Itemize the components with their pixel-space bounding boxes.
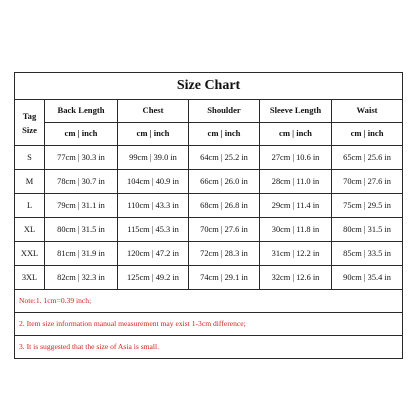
table-row	[15, 242, 403, 266]
unit-label: cm | inch	[260, 123, 332, 146]
tag-size-header	[15, 100, 45, 146]
unit-label: cm | inch	[189, 123, 260, 146]
note-text: 2. Item size information manual measurement may exist 1-3cm difference;	[15, 313, 403, 336]
tag-label: Tag	[22, 110, 37, 121]
table-cell: 66cm | 26.0 in	[189, 170, 260, 194]
table-row	[15, 146, 403, 170]
note-row	[15, 336, 403, 359]
column-header-chest: Chest	[118, 100, 189, 123]
table-cell: 31cm | 12.2 in	[260, 242, 332, 266]
table-cell: 70cm | 27.6 in	[189, 218, 260, 242]
table-cell: 104cm | 40.9 in	[118, 170, 189, 194]
size-tag: 3XL	[15, 266, 45, 290]
unit-label: cm | inch	[45, 123, 118, 146]
table-cell: 75cm | 29.5 in	[332, 194, 403, 218]
size-chart-table	[14, 72, 403, 359]
table-cell: 27cm | 10.6 in	[260, 146, 332, 170]
size-tag: XL	[15, 218, 45, 242]
chart-title: Size Chart	[15, 73, 403, 100]
note-text: Note:1. 1cm=0.39 inch;	[15, 290, 403, 313]
table-cell: 115cm | 45.3 in	[118, 218, 189, 242]
column-header-waist: Waist	[332, 100, 403, 123]
size-tag: M	[15, 170, 45, 194]
table-cell: 72cm | 28.3 in	[189, 242, 260, 266]
column-header-row	[15, 100, 403, 123]
title-row	[15, 73, 403, 100]
column-header-sleeve-length: Sleeve Length	[260, 100, 332, 123]
table-cell: 64cm | 25.2 in	[189, 146, 260, 170]
column-header-back-length: Back Length	[45, 100, 118, 123]
table-cell: 77cm | 30.3 in	[45, 146, 118, 170]
table-cell: 74cm | 29.1 in	[189, 266, 260, 290]
table-cell: 81cm | 31.9 in	[45, 242, 118, 266]
table-cell: 120cm | 47.2 in	[118, 242, 189, 266]
table-row	[15, 170, 403, 194]
note-row	[15, 313, 403, 336]
note-row	[15, 290, 403, 313]
table-cell: 30cm | 11.8 in	[260, 218, 332, 242]
table-cell: 32cm | 12.6 in	[260, 266, 332, 290]
table-row	[15, 194, 403, 218]
table-cell: 110cm | 43.3 in	[118, 194, 189, 218]
units-row	[15, 123, 403, 146]
size-label: Size	[22, 124, 37, 135]
table-cell: 65cm | 25.6 in	[332, 146, 403, 170]
table-row	[15, 266, 403, 290]
table-cell: 79cm | 31.1 in	[45, 194, 118, 218]
table-row	[15, 218, 403, 242]
table-cell: 85cm | 33.5 in	[332, 242, 403, 266]
size-tag: S	[15, 146, 45, 170]
table-cell: 80cm | 31.5 in	[332, 218, 403, 242]
table-cell: 80cm | 31.5 in	[45, 218, 118, 242]
size-tag: L	[15, 194, 45, 218]
table-cell: 125cm | 49.2 in	[118, 266, 189, 290]
table-cell: 90cm | 35.4 in	[332, 266, 403, 290]
table-cell: 70cm | 27.6 in	[332, 170, 403, 194]
table-cell: 78cm | 30.7 in	[45, 170, 118, 194]
table-cell: 28cm | 11.0 in	[260, 170, 332, 194]
table-cell: 82cm | 32.3 in	[45, 266, 118, 290]
table-cell: 68cm | 26.8 in	[189, 194, 260, 218]
column-header-shoulder: Shoulder	[189, 100, 260, 123]
note-text: 3. It is suggested that the size of Asia is small.	[15, 336, 403, 359]
table-cell: 99cm | 39.0 in	[118, 146, 189, 170]
unit-label: cm | inch	[332, 123, 403, 146]
size-tag: XXL	[15, 242, 45, 266]
table-cell: 29cm | 11.4 in	[260, 194, 332, 218]
unit-label: cm | inch	[118, 123, 189, 146]
